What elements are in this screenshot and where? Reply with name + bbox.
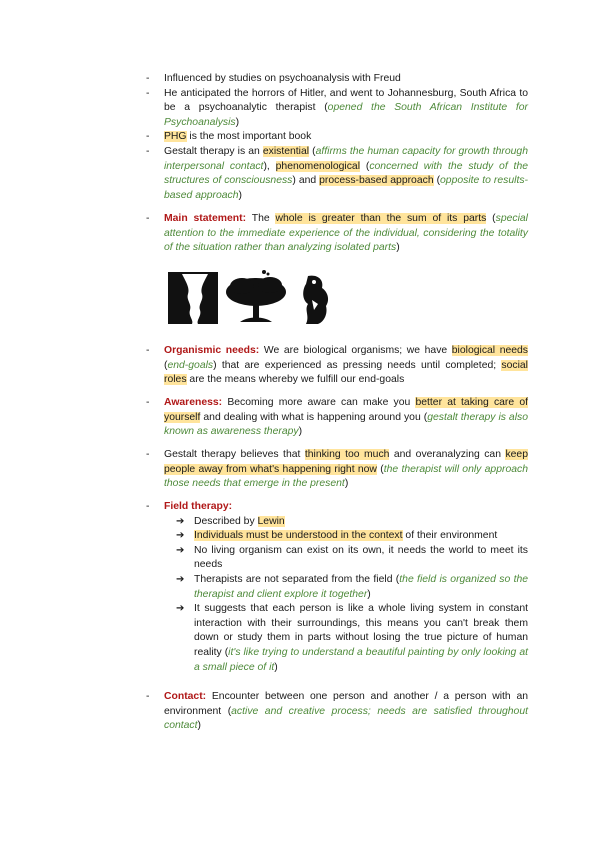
list-item-field-therapy: - Field therapy: xyxy=(146,501,233,512)
list-item-organismic: - Organismic needs: We are biological organisms; we have biological needs (end-goals) that are experienced as pressing needs until completed; social roles are the means whereby we fulfill our end-goals xyxy=(146,345,529,386)
main-statement xyxy=(146,212,528,256)
list-item-phg: - PHG is the most important book xyxy=(146,131,312,143)
sub-item-context: ➔ Individuals must be understood in the context of their environment xyxy=(176,530,498,542)
rubin-vase-icon xyxy=(168,272,218,324)
tree-silhouette-icon xyxy=(226,270,286,322)
list-item-gestalt-approach: - Gestalt therapy is an existential (affirms the human capacity for growth through interpersonal contact), phenomenological (concerned with the study of the structures of consciousness) and process-based approach (opposite to results-based approach) xyxy=(146,145,529,201)
sub-item-lewin: ➔ Described by Lewin xyxy=(176,515,285,527)
sub-item-therapists: ➔ Therapists are not separated from the field (the field is organized so the therapist and client explore it together) xyxy=(176,573,529,600)
list-item-thinking: - Gestalt therapy believes that thinking too much and overanalyzing can keep people away from what's happening right now (the therapist will only approach those needs that emerge in the present) xyxy=(146,449,528,490)
intro-list xyxy=(146,72,528,203)
list-item-awareness: - Awareness: Becoming more aware can make you better at taking care of yourself and dealing with what is happening around you (gestalt therapy is also known as awareness therapy) xyxy=(146,397,528,438)
list-item-contact: - Contact: Encounter between one person and another / a person with an environment (active and creative process; needs are satisfied throughout contact) xyxy=(146,691,528,732)
gestalt-illustrations xyxy=(168,270,348,326)
contact xyxy=(146,690,528,734)
list-item-hitler: - He anticipated the horrors of Hitler, and went to Johannesburg, South Africa to be a psychoanalytic therapist (opened the South African Institute for Psychoanalysis) xyxy=(146,87,528,128)
sub-item-organism: ➔ No living organism can exist on its own, it needs the world to meet its needs xyxy=(176,544,528,571)
organismic-needs xyxy=(146,344,528,388)
field-therapy xyxy=(146,500,528,675)
saxophonist-illusion-icon xyxy=(303,276,328,324)
awareness xyxy=(146,396,528,440)
list-item-freud: - Influenced by studies on psychoanalysis with Freud xyxy=(146,73,401,84)
list-item-main-statement: - Main statement: The whole is greater than the sum of its parts (special attention to the immediate experience of the individual, considering the totality of the situation rather than analyzing isolated parts) xyxy=(146,213,528,254)
sub-item-whole-system: ➔ It suggests that each person is like a whole living system in constant interaction with their surroundings, this means you can't break them down or study them in parts without losing the true picture of human reality (it's like trying to understand a beautiful painting by only looking at a small piece of it) xyxy=(176,603,528,673)
thinking-too-much xyxy=(146,448,528,492)
